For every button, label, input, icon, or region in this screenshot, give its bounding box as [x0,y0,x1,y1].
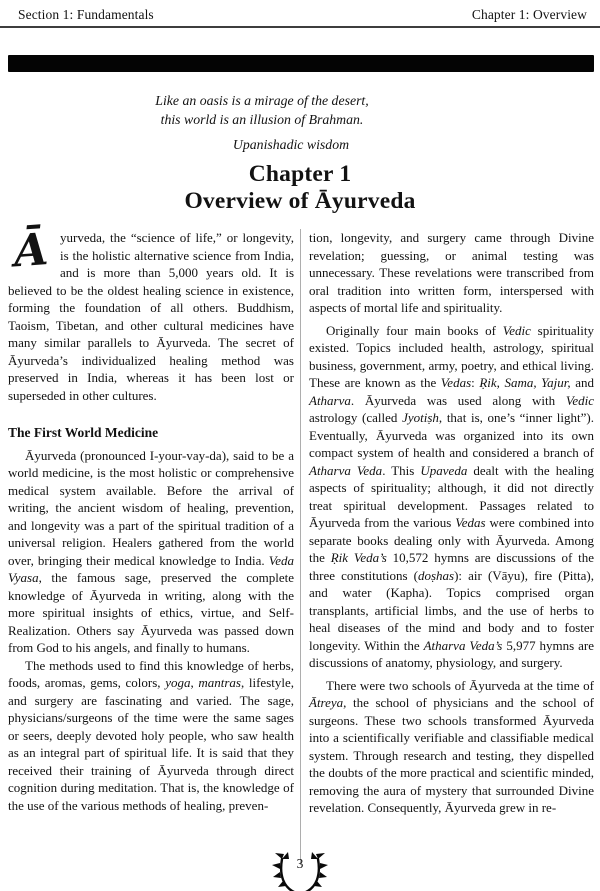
left-column [8,224,301,865]
epigraph [0,92,524,155]
paragraph: tion, longevity, and surgery came through Divine revelation; guessing, or animal testing was unnecessary. These revelations were transcribed from oral tradition into written form, interspersed with aspects of mortal life and spirituality. [309,230,594,315]
epigraph-line-1: Like an oasis is a mirage of the desert, [155,93,369,108]
paragraph: Originally four main books of Vedic spirituality existed. Topics included health, astrology, spiritual business, government, army, poetry, and ethical living. These are known as the Vedas: Ṛik, Sama, Yajur, and Atharva. Āyurveda was used along with Vedic astrology (called Jyotiṣh, that is, one’s “inner light”). Eventually, Āyurveda was organized into its own compact system of health and considered a branch of Atharva Veda. This Upaveda dealt with the healing aspects of spirituality; although, it did not directly treat spiritual development. Passages related to Āyurveda from the various Vedas were combined into separate books dealing only with Āyurveda. Among the Ṛik Veda’s 10,572 hymns are discussions of the three constitutions (doṣhas): air (Vāyu), fire (Pitta), and water (Kapha). Topics comprised organ transplants, artificial limbs, and the use of herbs to heal diseases of the mind and body and to foster longevity. Within the Atharva Veda’s 5,977 hymns are discussions of anatomy, physiology, and surgery. [309,322,594,670]
epigraph-attribution: Upanishadic wisdom [232,137,350,152]
page-footer [265,850,335,891]
right-column [301,229,594,865]
opening-paragraph [8,224,294,404]
section-heading: The First World Medicine [8,425,159,440]
chapter-title-block [0,161,600,214]
chapter-number: Chapter 1 [248,161,352,187]
header-rule [0,26,600,28]
scan-artifact-bar [8,55,594,72]
opening-paragraph-text: yurveda, the “science of life,” or longevity, is the holistic alternative science from India, and is more than 5,000 years old. It is believed to be the oldest healing science in existence, forming the foundation of all others. Buddhism, Taoism, Tibetan, and other cultural medicines have many similar parallels to Āyurveda. The secret of Āyurveda’s individualized healing method was preserved in India, whereas it has been lost or superseded in other cultures. [8,230,294,403]
epigraph-line-2: this world is an illusion of Brahman. [160,111,364,127]
running-header [18,7,587,23]
paragraph: The methods used to find this knowledge of herbs, foods, aromas, gems, colors, yoga, mantras, lifestyle, and surgery are fascinating and varied. The sage, physicians/surgeons of the time were the same sages or seers, deeply devoted holy people, who saw health as an integral part of spiritual life. It is said that they received their training of Āyurveda through direct cognition during meditation. That is, the knowledge of the use of the various methods of healing, preven- [8,657,294,813]
body-columns [8,224,594,865]
paragraph: There were two schools of Āyurveda at the time of Ātreya, the school of physicians and the school of surgeons. These two schools transformed Āyurveda into a scientifically verifiable and classifiable medical system. Through research and testing, they dispelled the doubts of the more practical and scientific minded, removing the aura of mystery that surrounded Divine revelation. Consequently, Āyurveda grew in re- [309,677,594,815]
paragraph: Āyurveda (pronounced I-your-vay-da), said to be a world medicine, is the most holistic or comprehensive medical system available. Before the arrival of writing, the ancient wisdom of healing, prevention, and longevity was a part of the spiritual tradition of a universal religion. Healers gathered from the world over, bringing their medical knowledge to India. Veda Vyasa, the famous sage, preserved the complete knowledge of Āyurveda in writing, along with the more spiritual insights of ethics, virtue, and Self-Realization. Others say Āyurveda was passed down from God to his angels, and finally to humans. [8,447,294,655]
chapter-title: Overview of Āyurveda [184,187,416,214]
drop-cap: Ā [12,224,50,278]
page-number: 3 [296,856,304,871]
running-header-right: Chapter 1: Overview [471,7,587,22]
running-header-left: Section 1: Fundamentals [18,7,154,22]
